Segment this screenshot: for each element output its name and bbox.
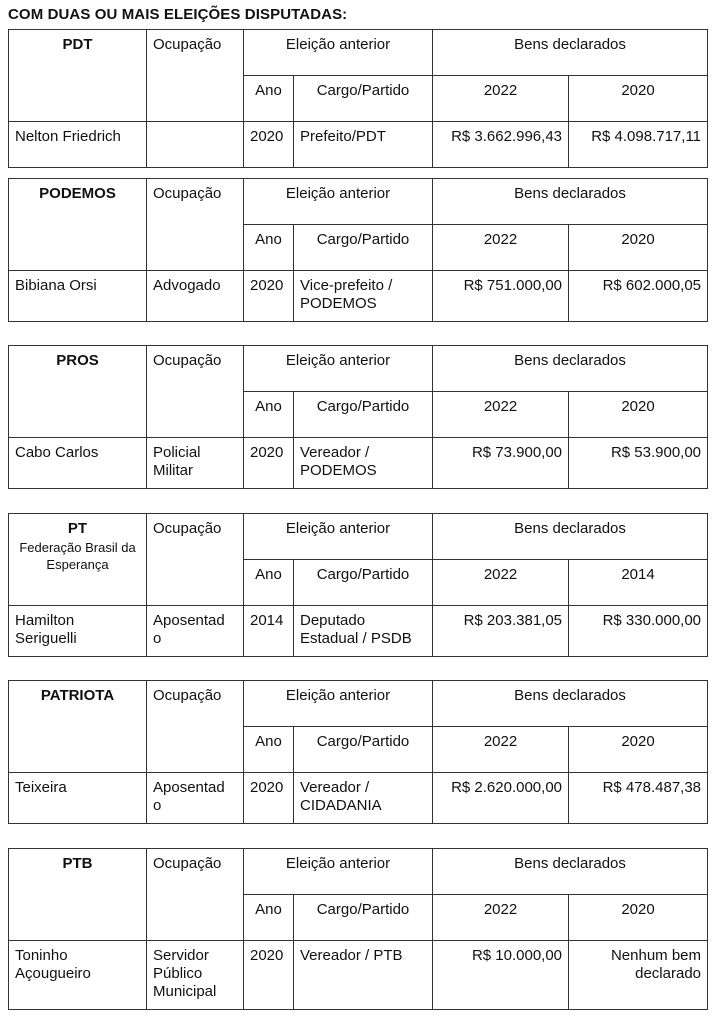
party-name: PATRIOTA (40, 687, 115, 704)
asset-year-previous-header: 2020 (569, 225, 708, 271)
asset-year-current-header: 2022 (433, 895, 569, 941)
previous-office-party: Deputado Estadual / PSDB (294, 606, 433, 657)
assets-current: R$ 3.662.996,43 (433, 122, 569, 168)
party-name: PTB (62, 855, 93, 872)
previous-election-header: Eleição anterior (244, 681, 433, 727)
previous-election-header: Eleição anterior (244, 346, 433, 392)
year-header: Ano (244, 392, 294, 438)
year-header: Ano (244, 895, 294, 941)
occupation-header: Ocupação (147, 514, 244, 606)
candidate-name: Hamilton Seriguelli (9, 606, 147, 657)
office-party-header: Cargo/Partido (294, 895, 433, 941)
party-table (8, 680, 708, 824)
asset-year-previous-header: 2020 (569, 392, 708, 438)
party-cell (9, 346, 147, 438)
assets-current: R$ 2.620.000,00 (433, 773, 569, 824)
party-table (8, 29, 708, 168)
candidate-name: Bibiana Orsi (9, 271, 147, 322)
party-table (8, 513, 708, 657)
table-row (9, 122, 708, 168)
previous-office-party: Vereador / CIDADANIA (294, 773, 433, 824)
candidate-name: Teixeira (9, 773, 147, 824)
candidate-occupation: Advogado (147, 271, 244, 322)
previous-election-year: 2020 (244, 122, 294, 168)
party-table (8, 345, 708, 489)
assets-current: R$ 751.000,00 (433, 271, 569, 322)
assets-previous: R$ 53.900,00 (569, 438, 708, 489)
declared-assets-header: Bens declarados (433, 179, 708, 225)
declared-assets-header: Bens declarados (433, 346, 708, 392)
party-name: PODEMOS (39, 185, 116, 202)
asset-year-previous-header: 2020 (569, 76, 708, 122)
candidate-occupation: Aposentad o (147, 773, 244, 824)
previous-election-header: Eleição anterior (244, 30, 433, 76)
previous-election-year: 2020 (244, 773, 294, 824)
candidate-occupation: Policial Militar (147, 438, 244, 489)
table-row (9, 773, 708, 824)
office-party-header: Cargo/Partido (294, 392, 433, 438)
previous-office-party: Vice-prefeito / PODEMOS (294, 271, 433, 322)
occupation-header: Ocupação (147, 179, 244, 271)
party-cell (9, 514, 147, 606)
candidate-occupation (147, 122, 244, 168)
candidate-name: Cabo Carlos (9, 438, 147, 489)
candidate-name: Toninho Açougueiro (9, 941, 147, 1010)
declared-assets-header: Bens declarados (433, 30, 708, 76)
party-cell (9, 30, 147, 122)
occupation-header: Ocupação (147, 346, 244, 438)
candidate-occupation: Servidor Público Municipal (147, 941, 244, 1010)
previous-election-year: 2020 (244, 271, 294, 322)
previous-election-year: 2014 (244, 606, 294, 657)
table-row (9, 271, 708, 322)
office-party-header: Cargo/Partido (294, 727, 433, 773)
asset-year-current-header: 2022 (433, 225, 569, 271)
candidate-occupation: Aposentad o (147, 606, 244, 657)
asset-year-previous-header: 2020 (569, 727, 708, 773)
year-header: Ano (244, 225, 294, 271)
occupation-header: Ocupação (147, 681, 244, 773)
declared-assets-header: Bens declarados (433, 681, 708, 727)
previous-election-year: 2020 (244, 941, 294, 1010)
office-party-header: Cargo/Partido (294, 560, 433, 606)
table-row (9, 438, 708, 489)
year-header: Ano (244, 727, 294, 773)
party-name: PROS (56, 352, 99, 369)
previous-election-header: Eleição anterior (244, 179, 433, 225)
previous-election-year: 2020 (244, 438, 294, 489)
table-row (9, 606, 708, 657)
assets-current: R$ 203.381,05 (433, 606, 569, 657)
previous-office-party: Prefeito/PDT (294, 122, 433, 168)
asset-year-current-header: 2022 (433, 727, 569, 773)
assets-previous: R$ 478.487,38 (569, 773, 708, 824)
party-name: PT (67, 520, 88, 537)
party-table (8, 848, 708, 1010)
asset-year-previous-header: 2020 (569, 895, 708, 941)
previous-election-header: Eleição anterior (244, 514, 433, 560)
party-cell (9, 179, 147, 271)
declared-assets-header: Bens declarados (433, 849, 708, 895)
party-table (8, 178, 708, 322)
asset-year-previous-header: 2014 (569, 560, 708, 606)
office-party-header: Cargo/Partido (294, 76, 433, 122)
occupation-header: Ocupação (147, 849, 244, 941)
assets-previous: Nenhum bem declarado (569, 941, 708, 1010)
previous-election-header: Eleição anterior (244, 849, 433, 895)
year-header: Ano (244, 76, 294, 122)
previous-office-party: Vereador / PODEMOS (294, 438, 433, 489)
section-heading: COM DUAS OU MAIS ELEIÇÕES DISPUTADAS: (8, 6, 348, 23)
year-header: Ano (244, 560, 294, 606)
asset-year-current-header: 2022 (433, 560, 569, 606)
assets-current: R$ 73.900,00 (433, 438, 569, 489)
asset-year-current-header: 2022 (433, 76, 569, 122)
party-cell (9, 849, 147, 941)
previous-office-party: Vereador / PTB (294, 941, 433, 1010)
party-cell (9, 681, 147, 773)
assets-previous: R$ 602.000,05 (569, 271, 708, 322)
occupation-header: Ocupação (147, 30, 244, 122)
party-subtitle: Federação Brasil da Esperança (19, 540, 136, 572)
party-name: PDT (62, 36, 93, 53)
office-party-header: Cargo/Partido (294, 225, 433, 271)
candidate-name: Nelton Friedrich (9, 122, 147, 168)
declared-assets-header: Bens declarados (433, 514, 708, 560)
assets-current: R$ 10.000,00 (433, 941, 569, 1010)
assets-previous: R$ 4.098.717,11 (569, 122, 708, 168)
assets-previous: R$ 330.000,00 (569, 606, 708, 657)
table-row (9, 941, 708, 1010)
asset-year-current-header: 2022 (433, 392, 569, 438)
